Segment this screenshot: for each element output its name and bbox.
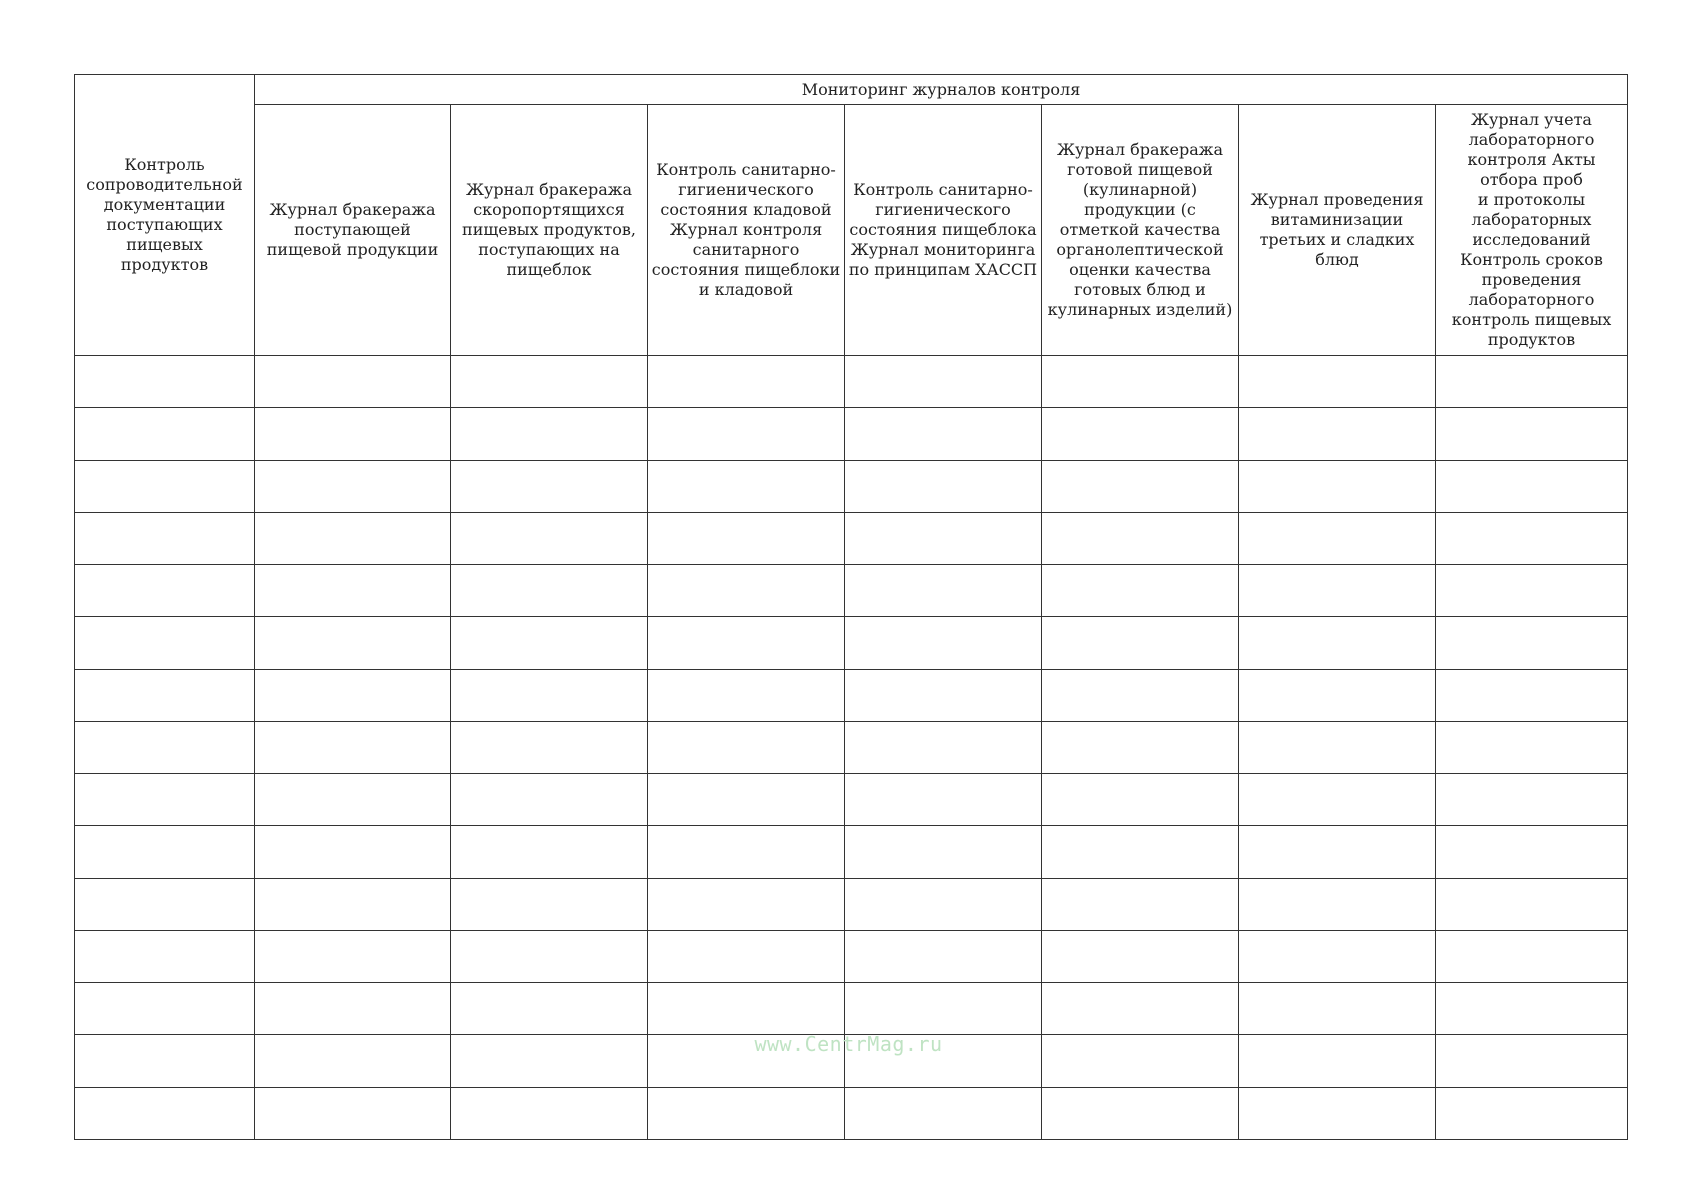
table-cell (845, 721, 1042, 773)
table-cell (1042, 826, 1239, 878)
table-cell (255, 930, 451, 982)
table-cell (845, 774, 1042, 826)
table-cell (451, 721, 648, 773)
table-cell (1239, 460, 1436, 512)
column-header-label: Журнал бракеража скоропортящихся пищевых продуктов, поступающих на пищеблок (462, 180, 636, 279)
table-cell (845, 826, 1042, 878)
table-cell (255, 983, 451, 1035)
monitoring-group-title: Мониторинг журналов контроля (255, 75, 1628, 105)
table-row (75, 460, 1628, 512)
table-row (75, 774, 1628, 826)
table-cell (75, 721, 255, 773)
table-cell (451, 878, 648, 930)
table-cell (845, 930, 1042, 982)
table-cell (75, 565, 255, 617)
table-cell (845, 356, 1042, 408)
table-cell (1042, 1087, 1239, 1139)
table-row (75, 356, 1628, 408)
table-row (75, 408, 1628, 460)
table-row (75, 512, 1628, 564)
table-cell (451, 565, 648, 617)
table-cell (1042, 356, 1239, 408)
table-cell (648, 617, 845, 669)
watermark: www.CentrMag.ru (754, 1032, 943, 1056)
table-cell (845, 878, 1042, 930)
table-cell (1239, 565, 1436, 617)
column-header-label: Журнал проведения витаминизации третьих и сладких блюд (1250, 190, 1424, 269)
table-cell (451, 1087, 648, 1139)
table-cell (845, 512, 1042, 564)
table-cell (75, 408, 255, 460)
table-cell (1239, 826, 1436, 878)
table-cell (1042, 878, 1239, 930)
table-cell (648, 826, 845, 878)
table-row (75, 1087, 1628, 1139)
header-accompanying-docs (75, 75, 255, 356)
table-cell (648, 878, 845, 930)
table-cell (845, 617, 1042, 669)
table-cell (1436, 512, 1628, 564)
table-cell (1239, 983, 1436, 1035)
table-cell (1042, 930, 1239, 982)
table-cell (255, 408, 451, 460)
table-cell (451, 983, 648, 1035)
table-cell (1436, 408, 1628, 460)
table-row (75, 617, 1628, 669)
column-header-row (75, 105, 1628, 356)
table-cell (1239, 512, 1436, 564)
table-cell (845, 565, 1042, 617)
table-cell (75, 512, 255, 564)
journal-table (74, 74, 1628, 1140)
table-cell (1239, 408, 1436, 460)
table-cell (255, 721, 451, 773)
column-header-label: Контроль санитарно- гигиенического состояния кладовой Журнал контроля санитарного состояния пищеблоки и кладовой (651, 160, 841, 299)
column-header (1436, 105, 1628, 356)
table-cell (1042, 774, 1239, 826)
table-cell (1042, 460, 1239, 512)
table-cell (845, 460, 1042, 512)
table-cell (1436, 826, 1628, 878)
table-cell (648, 356, 845, 408)
table-cell (1436, 774, 1628, 826)
table-cell (845, 408, 1042, 460)
table-cell (255, 460, 451, 512)
table-cell (255, 565, 451, 617)
table-row (75, 565, 1628, 617)
table-cell (1042, 617, 1239, 669)
table-cell (1239, 617, 1436, 669)
column-header-label: Журнал учета лабораторного контроля Акты отбора проб и протоколы лабораторных исследований Контроль сроков проведения лабораторного контроль пищевых продуктов (1451, 110, 1612, 349)
column-header (845, 105, 1042, 356)
table-cell (648, 565, 845, 617)
table-cell (648, 460, 845, 512)
table-cell (1042, 512, 1239, 564)
table-cell (1239, 356, 1436, 408)
table-cell (1239, 878, 1436, 930)
table-cell (648, 721, 845, 773)
table-cell (845, 983, 1042, 1035)
table-cell (255, 617, 451, 669)
table-cell (648, 669, 845, 721)
column-header-label: Журнал бракеража поступающей пищевой продукции (266, 200, 439, 259)
table-cell (1436, 983, 1628, 1035)
table-cell (1436, 565, 1628, 617)
table-cell (1239, 774, 1436, 826)
table-cell (1239, 669, 1436, 721)
table-cell (255, 878, 451, 930)
table-cell (255, 356, 451, 408)
table-cell (1436, 617, 1628, 669)
table-cell (1042, 408, 1239, 460)
table-cell (75, 774, 255, 826)
table-cell (1436, 356, 1628, 408)
table-cell (1239, 930, 1436, 982)
column-header (1042, 105, 1239, 356)
table-cell (451, 774, 648, 826)
column-header (648, 105, 845, 356)
table-cell (255, 774, 451, 826)
table-cell (1239, 1087, 1436, 1139)
table-cell (648, 983, 845, 1035)
table-cell (75, 930, 255, 982)
table-row (75, 983, 1628, 1035)
table-cell (1436, 460, 1628, 512)
table-cell (451, 930, 648, 982)
table-cell (1239, 721, 1436, 773)
group-title-row (75, 75, 1628, 105)
table-cell (648, 774, 845, 826)
table-cell (1042, 669, 1239, 721)
table-cell (451, 460, 648, 512)
table-cell (1042, 721, 1239, 773)
table-cell (75, 356, 255, 408)
column-header (1239, 105, 1436, 356)
table-row (75, 669, 1628, 721)
table-cell (845, 669, 1042, 721)
table-cell (255, 1087, 451, 1139)
table-cell (648, 1087, 845, 1139)
table-cell (451, 408, 648, 460)
column-header-label: Контроль санитарно- гигиенического состояния пищеблока Журнал мониторинга по принципам ХАССП (848, 180, 1038, 279)
table-cell (451, 669, 648, 721)
table-cell (648, 408, 845, 460)
table-cell (1436, 878, 1628, 930)
table-row (75, 878, 1628, 930)
table-cell (75, 983, 255, 1035)
table-row (75, 721, 1628, 773)
table-row (75, 826, 1628, 878)
table-cell (1436, 721, 1628, 773)
table-cell (75, 826, 255, 878)
table-cell (75, 878, 255, 930)
table-cell (451, 512, 648, 564)
table-cell (451, 617, 648, 669)
table-cell (75, 460, 255, 512)
table-cell (75, 669, 255, 721)
table-cell (255, 512, 451, 564)
table-cell (648, 930, 845, 982)
table-cell (648, 512, 845, 564)
table-cell (75, 617, 255, 669)
table-cell (255, 669, 451, 721)
table-cell (255, 826, 451, 878)
table-cell (75, 1087, 255, 1139)
table-cell (1436, 669, 1628, 721)
table-row (75, 930, 1628, 982)
column-header-label: Журнал бракеража готовой пищевой (кулинарной) продукции (с отметкой качества органолептической оценки качества готовых блюд и кулинарных изделий) (1047, 140, 1233, 319)
column-header (255, 105, 451, 356)
journal-sheet (74, 74, 1627, 1140)
journal-body (75, 356, 1628, 1140)
table-cell (1436, 1087, 1628, 1139)
table-cell (451, 356, 648, 408)
table-cell (845, 1087, 1042, 1139)
table-cell (1436, 930, 1628, 982)
table-cell (451, 826, 648, 878)
table-cell (1042, 565, 1239, 617)
table-cell (1042, 983, 1239, 1035)
header-accompanying-docs-label: Контроль сопроводительной документации поступающих пищевых продуктов (86, 155, 243, 274)
column-header (451, 105, 648, 356)
